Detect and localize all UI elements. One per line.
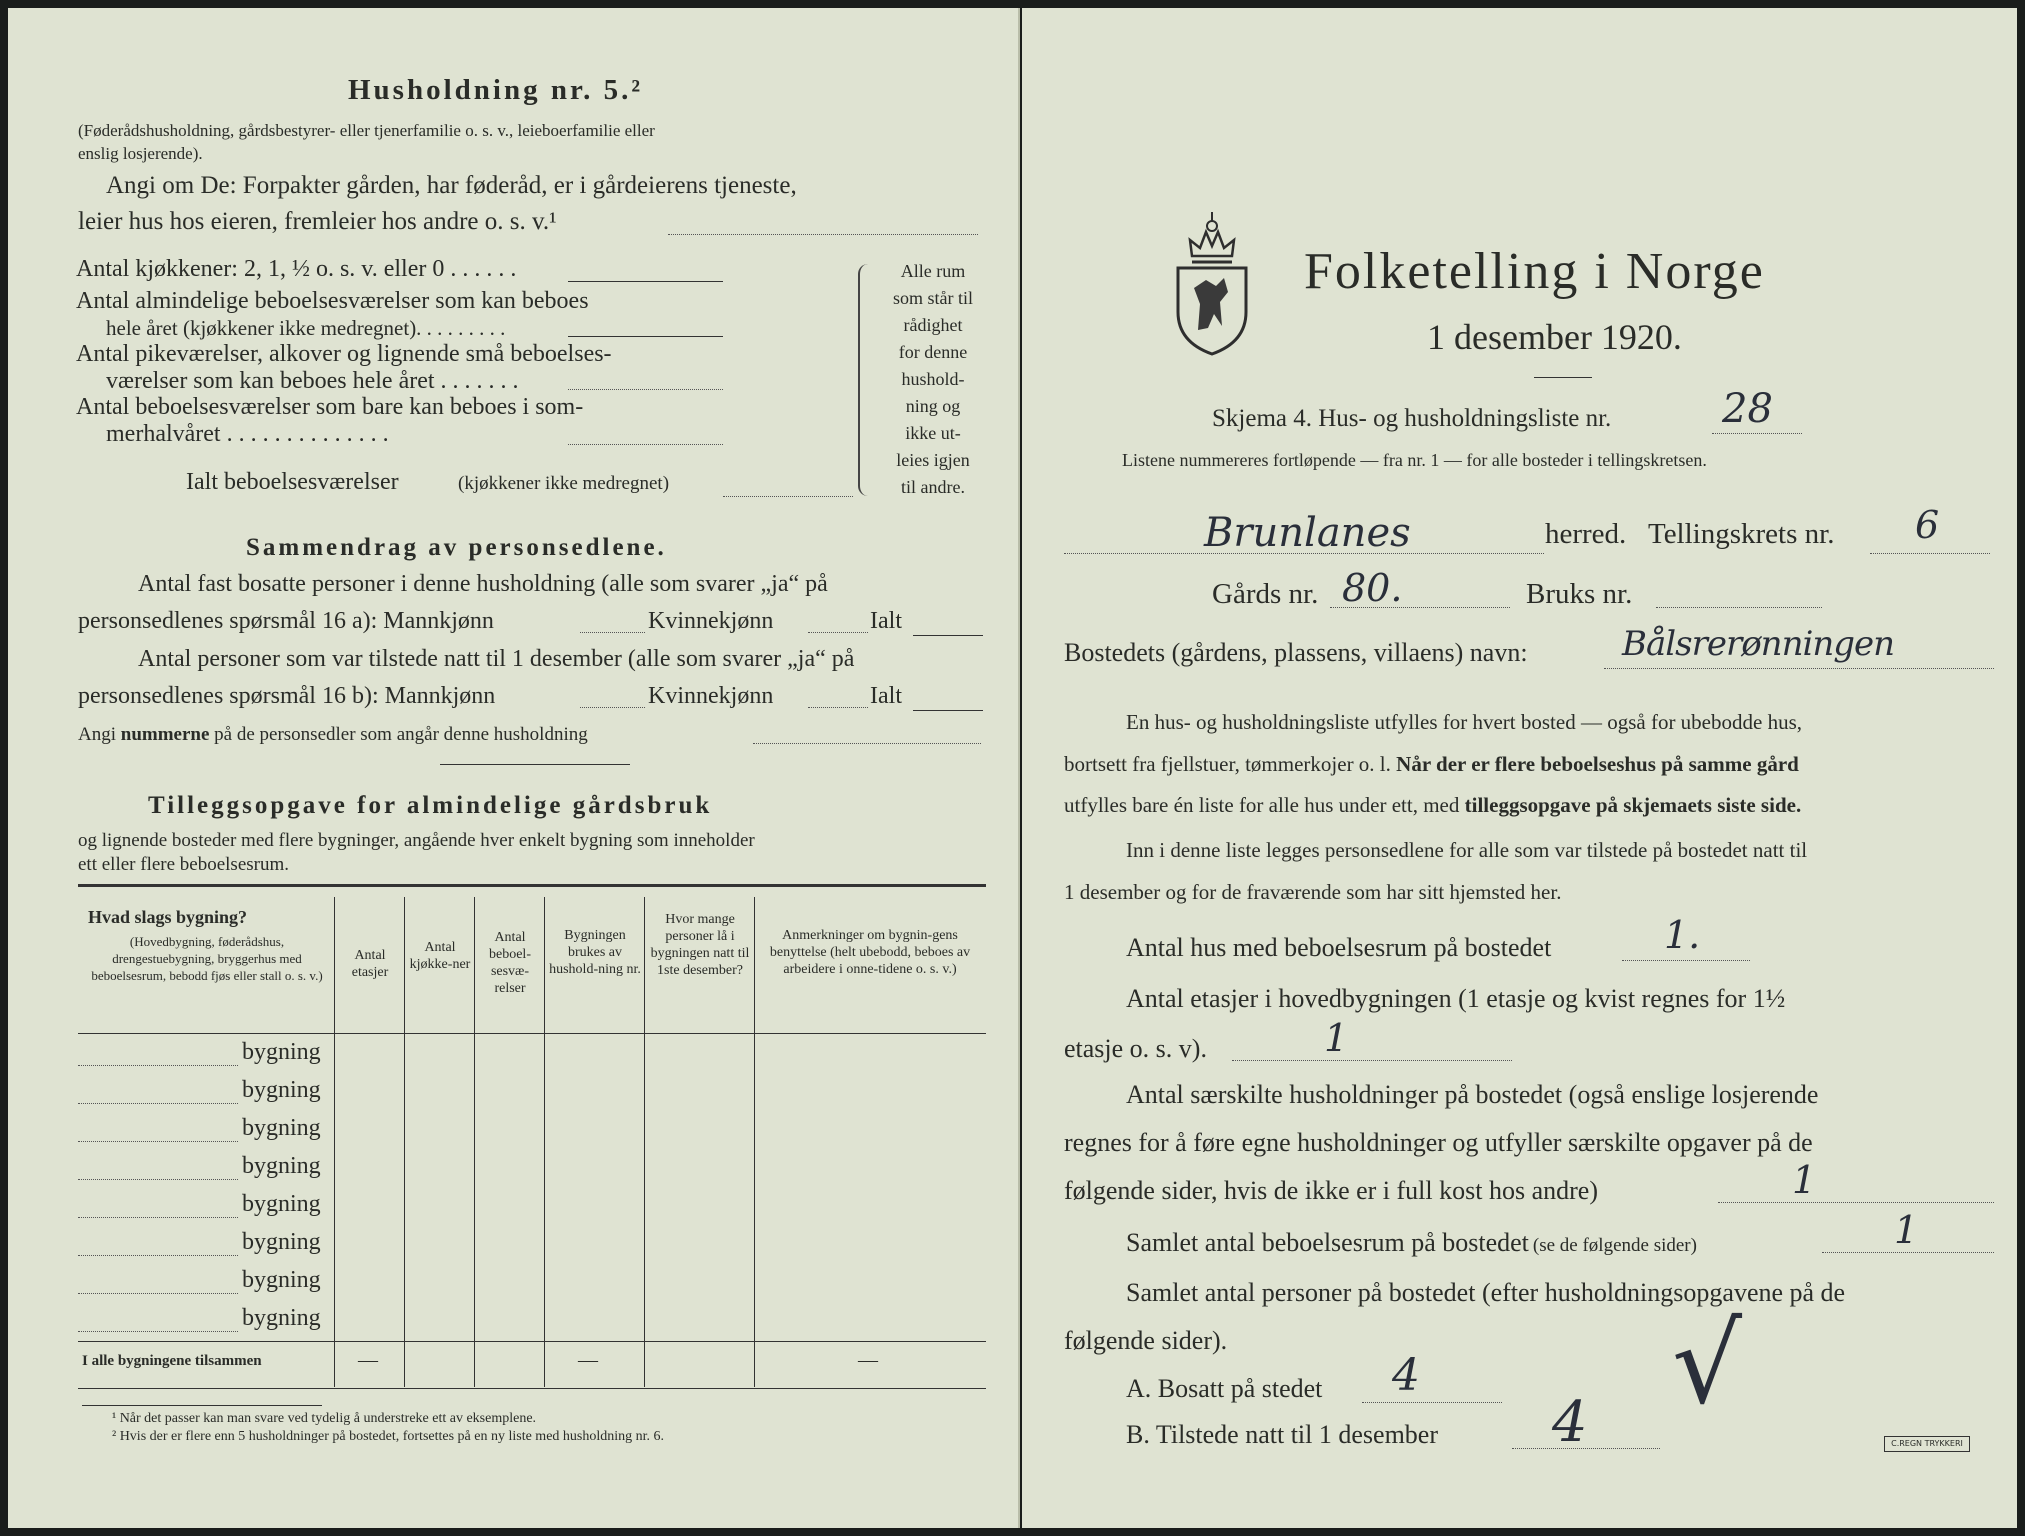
row-label: bygning [242,1305,321,1331]
brace-note-line: ning og [905,396,961,416]
floors-question-2: etasje o. s. v). [1064,1034,1207,1063]
brace-note-line: for denne [898,342,968,362]
resident-label: A. Bosatt på stedet [1126,1374,1323,1403]
rooms-question-text: Samlet antal beboelsesrum på bostedet [1126,1228,1529,1257]
present-male-field[interactable] [580,707,645,708]
census-title: Folketelling i Norge [1304,243,1765,300]
brace-note-line: leies igjen [896,450,970,470]
households-line [1718,1202,1994,1203]
households-question: Antal særskilte husholdninger på bostedet (også enslige losjerende [1126,1080,1819,1109]
col0-description: (Hovedbygning, føderådshus, drengestuebygning, bryggerhus med beboelsesrum, bebodd fjøs eller stall o. s. v.) [91,934,323,983]
person-numbers-bold: nummerne [120,724,210,745]
present-line [1512,1448,1660,1449]
building-type-field[interactable] [78,1255,238,1256]
herred-line [1064,553,1544,554]
present-label: B. Tilstede natt til 1 desember [1126,1420,1438,1449]
resident-line [1362,1402,1502,1403]
households-question-3: følgende sider, hvis de ikke er i full kost hos andre) [1064,1176,1598,1205]
present-female-field[interactable] [808,707,868,708]
bosted-line [1604,668,1994,669]
brace-note-line: hushold- [901,369,965,389]
person-numbers-prefix: Angi [78,724,116,745]
list-number-line [1712,433,1802,434]
col-header-vaerelser: Antal beboel-sesvæ-relser [489,930,531,996]
household-title: Husholdning nr. 5.² [348,74,644,106]
info-line-3a: utfylles bare én liste for alle hus under ett, med [1064,793,1460,817]
schema-label: Skjema 4. Hus- og husholdningsliste nr. [1212,405,1612,432]
footnote-1: ¹ Når det passer kan man svare ved tydelig å understreke ett av eksemplene. [112,1411,537,1426]
table-total-label: I alle bygningene tilsammen [82,1353,262,1369]
info-line-5: 1 desember og for de fraværende som har sitt hjemsted her. [1064,880,1562,904]
gards-label: Gårds nr. [1212,578,1319,610]
summer-rooms-label-2: merhalvåret . . . . . . . . . . . . . . [106,421,389,447]
maid-rooms-label-2: værelser som kan beboes hele året . . . . . . . [106,368,519,394]
rooms-value[interactable]: 1 [1894,1208,1919,1252]
bruks-label: Bruks nr. [1526,578,1633,610]
info-line-2b: Når der er flere beboelseshus på samme gård [1396,752,1799,776]
building-type-field[interactable] [78,1103,238,1104]
coat-of-arms-icon [1172,204,1252,359]
household-subtitle-2: enslig losjerende). [78,144,203,163]
tenancy-question-2: leier hus hos eieren, fremleier hos andre o. s. v.¹ [78,208,557,235]
resident-male-field[interactable] [580,632,645,633]
table-row [78,1223,986,1261]
bosted-label: Bostedets (gårdens, plassens, villaens) navn: [1064,638,1528,667]
building-type-field[interactable] [78,1217,238,1218]
persons-question-2: følgende sider). [1064,1326,1228,1355]
row-label: bygning [242,1267,321,1293]
summary-resident-question-2: personsedlenes spørsmål 16 a): Mannkjønn [78,608,494,634]
brace-note-line: som står til [893,288,973,308]
present-total-label: Ialt [870,683,902,709]
footnote-rule [82,1405,322,1406]
total-rooms-answer-line[interactable] [723,496,853,497]
kitchens-label: Antal kjøkkener: 2, 1, ½ o. s. v. eller 0 . . . . . . [76,256,517,282]
resident-female-label: Kvinnekjønn [648,608,774,634]
census-date: 1 desember 1920. [1427,317,1682,357]
floors-question: Antal etasjer i hovedbygningen (1 etasje og kvist regnes for 1½ [1126,984,1786,1013]
present-value[interactable]: 4 [1552,1390,1588,1455]
resident-value[interactable]: 4 [1392,1350,1420,1401]
rooms-question-note: (se de følgende sider) [1532,1235,1697,1256]
printer-stamp: C.REGN TRYKKERI [1884,1436,1970,1452]
rooms-line [1822,1252,1994,1253]
section-divider [440,764,630,765]
supplement-description-2: ett eller flere beboelsesrum. [78,854,290,875]
info-line-3b: tilleggsopgave på skjemaets siste side. [1464,793,1802,817]
resident-female-field[interactable] [808,632,868,633]
krets-label: Tellingskrets nr. [1648,518,1835,550]
ordinary-rooms-label: Antal almindelige beboelsesværelser som kan beboes [76,288,589,314]
total-rooms-note: (kjøkkener ikke medregnet) [458,473,670,494]
floors-value[interactable]: 1 [1324,1016,1349,1060]
right-page [1022,8,2017,1528]
building-type-field[interactable] [78,1293,238,1294]
table-total-rule [78,1341,986,1342]
houses-line [1622,960,1750,961]
ordinary-rooms-label-2: hele året (kjøkkener ikke medregnet). . . . . . . . . [106,316,506,340]
table-row [78,1033,986,1071]
total-dash: — [358,1349,378,1371]
houses-question: Antal hus med beboelsesrum på bostedet [1126,933,1552,962]
table-row [78,1185,986,1223]
brace-note-line: rådighet [903,315,963,335]
maid-rooms-label: Antal pikeværelser, alkover og lignende små beboelses- [76,341,612,367]
building-type-field[interactable] [78,1065,238,1066]
gards-value[interactable]: 80. [1342,566,1403,610]
summary-present-question-2: personsedlenes spørsmål 16 b): Mannkjønn [78,683,496,709]
total-rooms-label: Ialt beboelsesværelser [186,469,399,495]
households-question-2: regnes for å føre egne husholdninger og utfyller særskilte opgaver på de [1064,1128,1813,1157]
col0-title: Hvad slags bygning? [88,907,248,927]
info-line-2a: bortsett fra fjellstuer, tømmerkojer o. l. [1064,752,1391,776]
numbering-note: Listene nummereres fortløpende — fra nr. 1 — for alle bosteder i tellingskretsen. [1122,450,1707,470]
supplement-heading: Tilleggsopgave for almindelige gårdsbruk [148,792,713,819]
info-line-4: Inn i denne liste legges personsedlene for alle som var tilstede på bostedet natt til [1126,838,1808,862]
kitchens-answer-line[interactable] [568,281,723,282]
table-row [78,1261,986,1299]
brace-note [878,258,988,501]
person-numbers-field[interactable] [753,743,981,744]
bruks-line [1656,607,1822,608]
row-label: bygning [242,1077,321,1103]
maid-rooms-answer-line[interactable] [568,389,723,390]
floors-line [1232,1060,1512,1061]
building-type-field[interactable] [78,1331,238,1332]
row-label: bygning [242,1191,321,1217]
houses-value[interactable]: 1. [1664,913,1701,957]
row-label: bygning [242,1229,321,1255]
summer-rooms-label: Antal beboelsesværelser som bare kan beboes i som- [76,394,584,420]
gards-line [1330,607,1510,608]
brace-note-line: Alle rum [900,261,966,281]
brace-icon [858,264,874,496]
building-type-field[interactable] [78,1179,238,1180]
brace-note-line: til andre. [901,477,965,497]
persons-question: Samlet antal personer på bostedet (efter husholdningsopgavene på de [1126,1278,1846,1307]
person-numbers-label [78,724,588,746]
total-dash: — [858,1349,878,1371]
row-label: bygning [242,1039,321,1065]
col-header-etasjer: Antal etasjer [351,948,389,980]
supplement-description: og lignende bosteder med flere bygninger, angående hver enkelt bygning som inneholder [78,830,755,851]
info-line-3 [1064,793,1801,818]
col-header-anmerkninger: Anmerkninger om bygnin-gens benyttelse (helt ubebodd, beboes av arbeidere i onne-tidene o. s. v.) [769,928,971,977]
footnote-2: ² Hvis der er flere enn 5 husholdninger på bostedet, fortsettes på en ny liste med husholdning nr. 6. [112,1429,665,1444]
table-row [78,1071,986,1109]
col-header-husholdning: Bygningen brukes av hushold-ning nr. [549,928,641,977]
person-numbers-rest: på de personsedler som angår denne husholdning [214,724,588,745]
summary-present-question: Antal personer som var tilstede natt til 1 desember (alle som svarer „ja“ på [138,646,855,672]
col-header-kjokkener: Antal kjøkke-ner [409,940,471,972]
present-female-label: Kvinnekjønn [648,683,774,709]
tenancy-answer-line[interactable] [668,234,978,235]
summary-resident-question: Antal fast bosatte personer i denne husholdning (alle som svarer „ja“ på [138,571,828,597]
check-mark: √ [1672,1300,1743,1428]
row-label: bygning [242,1153,321,1179]
title-divider [1534,377,1592,378]
rooms-question [1126,1228,1697,1258]
col-header-personer: Hvor mange personer lå i bygningen natt til 1ste desember? [650,912,750,978]
household-subtitle: (Føderådshusholdning, gårdsbestyrer- eller tjenerfamilie o. s. v., leieboerfamilie eller [78,121,655,140]
row-label: bygning [242,1115,321,1141]
info-line-1: En hus- og husholdningsliste utfylles for hvert bosted — også for ubebodde hus, [1126,710,1802,734]
krets-value[interactable]: 6 [1915,503,1940,547]
bosted-value[interactable]: Bålsrerønningen [1622,624,1895,664]
households-value[interactable]: 1 [1792,1158,1817,1202]
table-row [78,1147,986,1185]
herred-value[interactable]: Brunlanes [1204,510,1411,556]
building-type-field[interactable] [78,1141,238,1142]
tenancy-question: Angi om De: Forpakter gården, har føderåd, er i gårdeierens tjeneste, [106,172,797,199]
brace-note-line: ikke ut- [905,423,961,443]
table-row [78,1299,986,1337]
herred-label: herred. [1545,518,1627,550]
table-row [78,1109,986,1147]
present-total-field[interactable] [913,710,983,711]
resident-total-field[interactable] [913,635,983,636]
list-number-value[interactable]: 28 [1722,386,1773,432]
summary-heading: Sammendrag av personsedlene. [246,534,667,561]
resident-total-label: Ialt [870,608,902,634]
krets-line [1870,553,1990,554]
summer-rooms-answer-line[interactable] [568,444,723,445]
ordinary-rooms-answer-line[interactable] [568,336,723,337]
left-page [8,8,1020,1528]
info-line-2 [1064,752,1799,777]
building-table [78,884,986,1389]
total-dash: — [578,1349,598,1371]
